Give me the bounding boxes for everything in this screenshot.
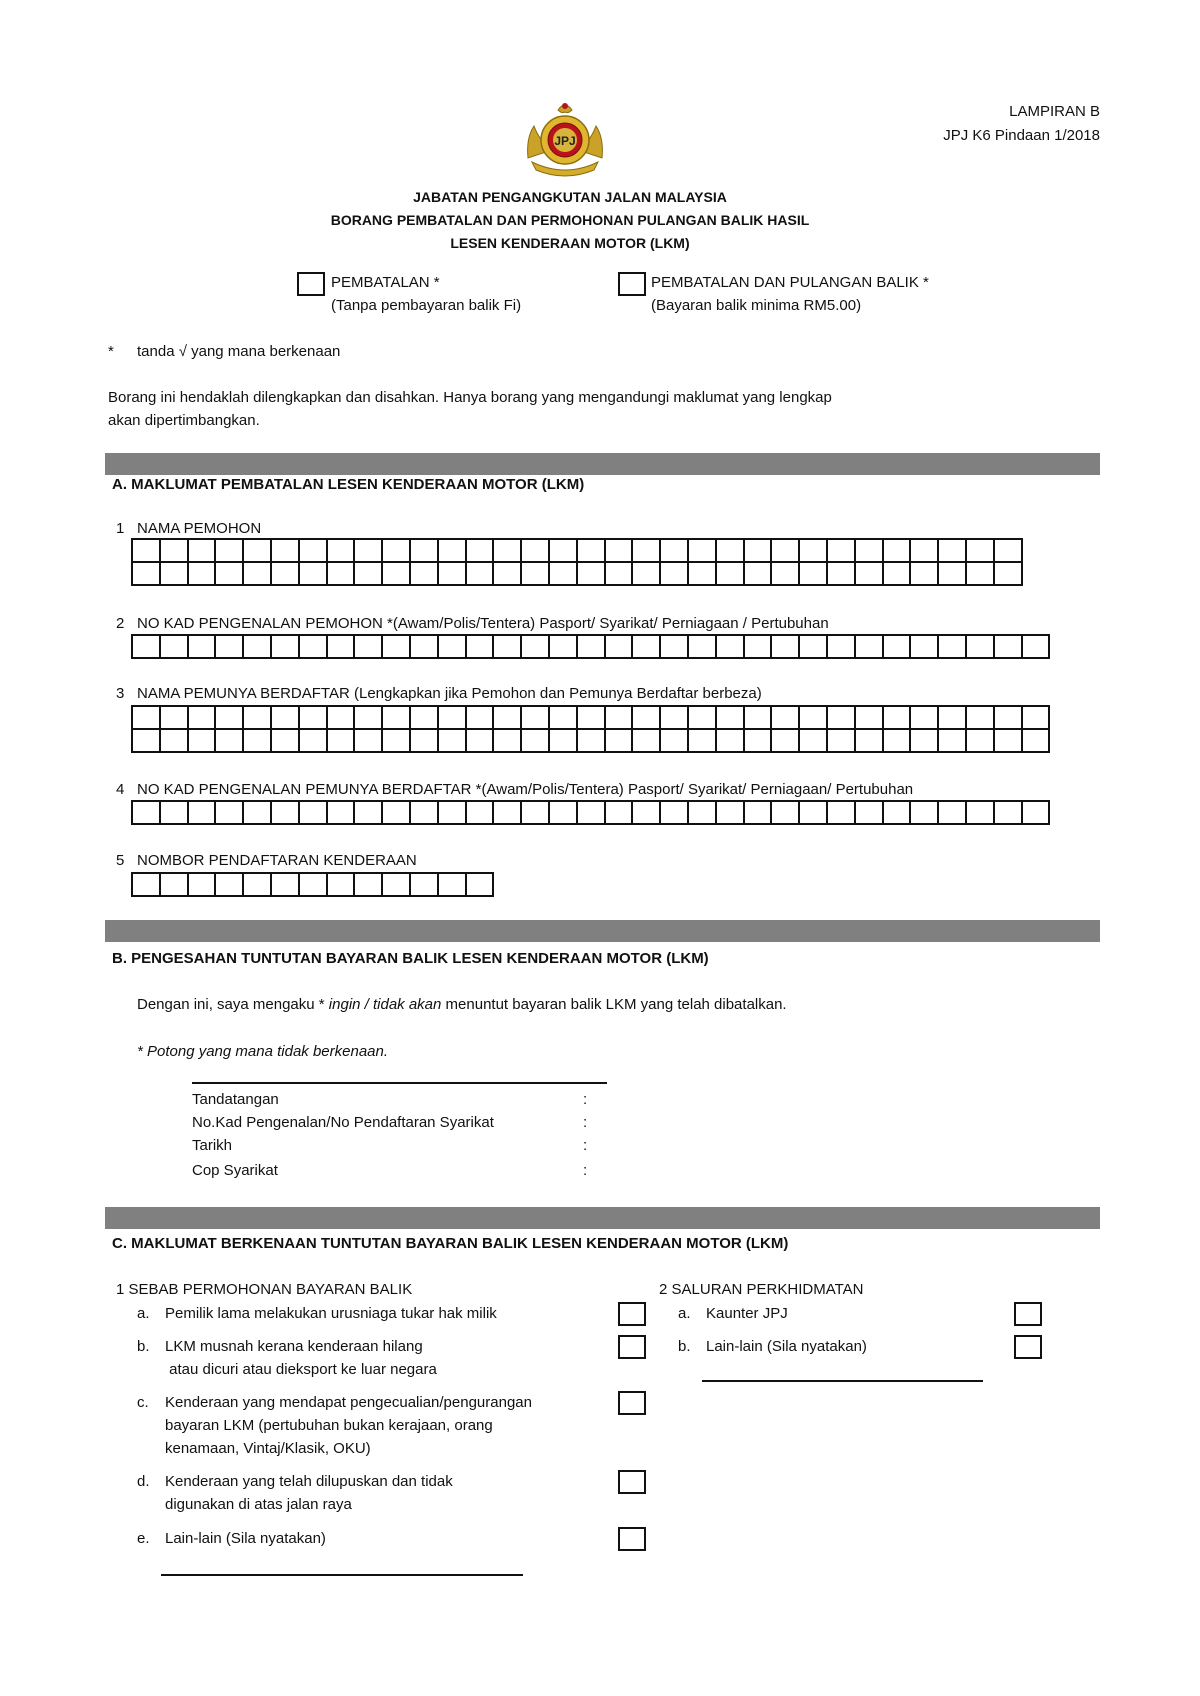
channels-heading: 2 SALURAN PERKHIDMATAN [659, 1281, 864, 1298]
char-box[interactable] [689, 636, 717, 659]
char-box[interactable] [439, 730, 467, 753]
char-box[interactable] [494, 802, 522, 825]
char-box[interactable] [272, 540, 300, 563]
char-box[interactable] [967, 636, 995, 659]
char-box[interactable] [911, 636, 939, 659]
char-box[interactable] [300, 636, 328, 659]
char-box[interactable] [800, 563, 828, 586]
char-box[interactable] [772, 730, 800, 753]
char-box[interactable] [328, 636, 356, 659]
char-box[interactable] [856, 636, 884, 659]
char-box[interactable] [133, 730, 161, 753]
char-box[interactable] [828, 802, 856, 825]
reason-b-checkbox[interactable] [618, 1335, 646, 1359]
section-b-title: B. PENGESAHAN TUNTUTAN BAYARAN BALIK LESEN KENDERAAN MOTOR (LKM) [112, 950, 709, 967]
char-box[interactable] [884, 707, 912, 730]
channel-a-label: Kaunter JPJ [706, 1305, 788, 1322]
svg-text:JPJ: JPJ [554, 134, 576, 148]
char-box[interactable] [411, 707, 439, 730]
char-box[interactable] [161, 636, 189, 659]
char-box[interactable] [272, 707, 300, 730]
sign-field-cop: Cop Syarikat [192, 1162, 278, 1179]
field-1-label: NAMA PEMOHON [137, 520, 262, 537]
reason-e-checkbox[interactable] [618, 1527, 646, 1551]
char-box[interactable] [467, 540, 495, 563]
char-box[interactable] [383, 540, 411, 563]
char-box[interactable] [467, 707, 495, 730]
char-box[interactable] [633, 730, 661, 753]
char-box[interactable] [328, 730, 356, 753]
char-box[interactable] [911, 540, 939, 563]
char-box[interactable] [772, 540, 800, 563]
char-box[interactable] [244, 563, 272, 586]
char-box[interactable] [300, 540, 328, 563]
channel-a-letter: a. [678, 1305, 691, 1322]
char-box[interactable] [216, 707, 244, 730]
reason-c-line-3: kenamaan, Vintaj/Klasik, OKU) [165, 1440, 371, 1457]
char-box[interactable] [745, 563, 773, 586]
char-box[interactable] [800, 540, 828, 563]
char-box[interactable] [745, 802, 773, 825]
reason-b-line-2: atau dicuri atau dieksport ke luar negara [165, 1361, 437, 1378]
char-box[interactable] [633, 802, 661, 825]
char-box[interactable] [995, 540, 1023, 563]
char-box[interactable] [439, 540, 467, 563]
char-box[interactable] [411, 563, 439, 586]
char-box[interactable] [800, 707, 828, 730]
char-box[interactable] [161, 874, 189, 897]
char-box[interactable] [689, 540, 717, 563]
char-box[interactable] [967, 802, 995, 825]
field-4-label: NO KAD PENGENALAN PEMUNYA BERDAFTAR *(Awam/Polis/Tentera) Pasport/ Syarikat/ Perniagaan/ Pertubuhan [137, 781, 914, 798]
sign-field-tandatangan: Tandatangan [192, 1091, 279, 1108]
char-box[interactable] [578, 707, 606, 730]
char-box[interactable] [411, 730, 439, 753]
char-box[interactable] [328, 563, 356, 586]
char-box[interactable] [216, 563, 244, 586]
reason-d-checkbox[interactable] [618, 1470, 646, 1494]
char-box[interactable] [828, 636, 856, 659]
char-box[interactable] [967, 730, 995, 753]
char-box[interactable] [467, 874, 495, 897]
channel-b-label: Lain-lain (Sila nyatakan) [706, 1338, 867, 1355]
char-box[interactable] [717, 636, 745, 659]
char-box[interactable] [355, 874, 383, 897]
char-box[interactable] [911, 730, 939, 753]
char-box[interactable] [300, 874, 328, 897]
char-box[interactable] [494, 636, 522, 659]
char-box[interactable] [1023, 802, 1051, 825]
char-box[interactable] [633, 563, 661, 586]
channel-a-checkbox[interactable] [1014, 1302, 1042, 1326]
char-box[interactable] [133, 707, 161, 730]
field-5-number: 5 [116, 852, 125, 869]
char-box[interactable] [272, 563, 300, 586]
char-box[interactable] [550, 730, 578, 753]
reason-e-letter: e. [137, 1530, 150, 1547]
char-box[interactable] [522, 540, 550, 563]
char-box[interactable] [244, 707, 272, 730]
char-box[interactable] [661, 730, 689, 753]
char-box[interactable] [550, 802, 578, 825]
char-box[interactable] [411, 540, 439, 563]
char-box[interactable] [355, 802, 383, 825]
char-box[interactable] [828, 707, 856, 730]
char-box[interactable] [1023, 730, 1051, 753]
char-box[interactable] [800, 802, 828, 825]
char-box[interactable] [995, 802, 1023, 825]
ic-pemohon-input[interactable] [131, 634, 1050, 659]
field-2-label: NO KAD PENGENALAN PEMOHON *(Awam/Polis/Tentera) Pasport/ Syarikat/ Perniagaan / Pertubuhan [137, 615, 829, 632]
char-box[interactable] [745, 540, 773, 563]
declaration-post: menuntut bayaran balik LKM yang telah dibatalkan. [441, 996, 787, 1013]
char-box[interactable] [189, 636, 217, 659]
char-box[interactable] [717, 730, 745, 753]
channel-b-letter: b. [678, 1338, 691, 1355]
char-box[interactable] [272, 636, 300, 659]
char-box[interactable] [856, 707, 884, 730]
char-box[interactable] [216, 730, 244, 753]
char-box[interactable] [300, 730, 328, 753]
channel-b-specify-line[interactable] [702, 1380, 983, 1382]
char-box[interactable] [661, 540, 689, 563]
char-box[interactable] [939, 636, 967, 659]
char-box[interactable] [355, 540, 383, 563]
char-box[interactable] [439, 636, 467, 659]
char-box[interactable] [355, 636, 383, 659]
char-box[interactable] [411, 874, 439, 897]
char-box[interactable] [300, 802, 328, 825]
char-box[interactable] [661, 636, 689, 659]
reason-d-letter: d. [137, 1473, 150, 1490]
char-box[interactable] [355, 563, 383, 586]
char-box[interactable] [161, 802, 189, 825]
char-box[interactable] [911, 802, 939, 825]
char-box[interactable] [133, 802, 161, 825]
char-box[interactable] [1023, 707, 1051, 730]
field-3-number: 3 [116, 685, 125, 702]
char-box[interactable] [494, 730, 522, 753]
char-box[interactable] [383, 563, 411, 586]
channel-b-checkbox[interactable] [1014, 1335, 1042, 1359]
char-box[interactable] [383, 874, 411, 897]
char-box[interactable] [494, 563, 522, 586]
char-box[interactable] [300, 707, 328, 730]
declaration-choice[interactable]: ingin / tidak akan [328, 996, 442, 1013]
char-box[interactable] [411, 636, 439, 659]
char-box[interactable] [717, 563, 745, 586]
pembatalan-label: PEMBATALAN * [331, 274, 440, 291]
char-box[interactable] [884, 540, 912, 563]
char-box[interactable] [411, 802, 439, 825]
char-box[interactable] [772, 802, 800, 825]
char-box[interactable] [661, 802, 689, 825]
reason-c-checkbox[interactable] [618, 1391, 646, 1415]
field-5-label: NOMBOR PENDAFTARAN KENDERAAN [137, 852, 417, 869]
char-box[interactable] [800, 730, 828, 753]
reason-c-line-1: Kenderaan yang mendapat pengecualian/pengurangan [165, 1394, 532, 1411]
sign-colon-3: : [583, 1137, 588, 1154]
char-box[interactable] [550, 563, 578, 586]
char-box[interactable] [439, 563, 467, 586]
char-box[interactable] [578, 540, 606, 563]
char-box[interactable] [522, 730, 550, 753]
char-box[interactable] [272, 802, 300, 825]
char-box[interactable] [161, 540, 189, 563]
nama-pemunya-input[interactable] [131, 705, 1050, 753]
char-box[interactable] [189, 563, 217, 586]
char-box[interactable] [578, 563, 606, 586]
char-box[interactable] [828, 540, 856, 563]
char-box[interactable] [216, 636, 244, 659]
char-box[interactable] [578, 636, 606, 659]
char-box[interactable] [244, 540, 272, 563]
char-box[interactable] [467, 636, 495, 659]
nombor-pendaftaran-input[interactable] [131, 872, 494, 897]
signature-line[interactable] [192, 1082, 607, 1084]
char-box[interactable] [578, 730, 606, 753]
char-box[interactable] [1023, 636, 1051, 659]
reason-b-letter: b. [137, 1338, 150, 1355]
char-box[interactable] [494, 707, 522, 730]
char-box[interactable] [244, 874, 272, 897]
section-c-bar [105, 1207, 1100, 1229]
char-box[interactable] [439, 802, 467, 825]
title-agency: JABATAN PENGANGKUTAN JALAN MALAYSIA [413, 189, 727, 205]
char-box[interactable] [189, 730, 217, 753]
char-box[interactable] [189, 874, 217, 897]
char-box[interactable] [216, 802, 244, 825]
char-box[interactable] [745, 707, 773, 730]
char-box[interactable] [133, 874, 161, 897]
char-box[interactable] [633, 707, 661, 730]
char-box[interactable] [244, 802, 272, 825]
char-box[interactable] [772, 563, 800, 586]
char-box[interactable] [328, 874, 356, 897]
char-box[interactable] [745, 730, 773, 753]
reason-c-letter: c. [137, 1394, 149, 1411]
title-form: BORANG PEMBATALAN DAN PERMOHONAN PULANGAN BALIK HASIL [330, 212, 810, 228]
char-box[interactable] [995, 707, 1023, 730]
char-box[interactable] [689, 802, 717, 825]
char-box[interactable] [995, 563, 1023, 586]
form-reference: JPJ K6 Pindaan 1/2018 [943, 127, 1100, 144]
char-box[interactable] [856, 802, 884, 825]
pembatalan-pulangan-sub: (Bayaran balik minima RM5.00) [651, 297, 862, 314]
sign-field-tarikh: Tarikh [192, 1137, 233, 1154]
lampiran-label: LAMPIRAN B [1009, 103, 1100, 120]
char-box[interactable] [161, 563, 189, 586]
char-box[interactable] [661, 707, 689, 730]
char-box[interactable] [328, 707, 356, 730]
reason-e-specify-line[interactable] [161, 1574, 523, 1576]
char-box[interactable] [606, 802, 634, 825]
char-box[interactable] [383, 707, 411, 730]
char-box[interactable] [606, 730, 634, 753]
char-box[interactable] [328, 802, 356, 825]
char-box[interactable] [884, 730, 912, 753]
char-box[interactable] [939, 730, 967, 753]
char-box[interactable] [606, 707, 634, 730]
char-box[interactable] [467, 802, 495, 825]
char-box[interactable] [606, 636, 634, 659]
char-box[interactable] [939, 563, 967, 586]
char-box[interactable] [522, 802, 550, 825]
char-box[interactable] [995, 730, 1023, 753]
char-box[interactable] [633, 636, 661, 659]
char-box[interactable] [717, 540, 745, 563]
char-box[interactable] [355, 730, 383, 753]
char-box[interactable] [467, 563, 495, 586]
char-box[interactable] [522, 707, 550, 730]
char-box[interactable] [467, 730, 495, 753]
char-box[interactable] [244, 636, 272, 659]
char-box[interactable] [133, 636, 161, 659]
char-box[interactable] [884, 636, 912, 659]
char-box[interactable] [884, 802, 912, 825]
char-box[interactable] [717, 802, 745, 825]
char-box[interactable] [911, 563, 939, 586]
char-box[interactable] [383, 730, 411, 753]
char-box[interactable] [661, 563, 689, 586]
declaration-text [137, 996, 787, 1013]
char-box[interactable] [161, 707, 189, 730]
char-box[interactable] [272, 874, 300, 897]
pembatalan-pulangan-label: PEMBATALAN DAN PULANGAN BALIK * [651, 274, 929, 291]
char-box[interactable] [439, 707, 467, 730]
char-box[interactable] [383, 636, 411, 659]
char-box[interactable] [745, 636, 773, 659]
char-box[interactable] [828, 730, 856, 753]
char-box[interactable] [884, 563, 912, 586]
char-box[interactable] [244, 730, 272, 753]
char-box[interactable] [689, 563, 717, 586]
section-a-bar [105, 453, 1100, 475]
char-box[interactable] [939, 707, 967, 730]
char-box[interactable] [216, 874, 244, 897]
char-box[interactable] [189, 802, 217, 825]
sign-field-ic: No.Kad Pengenalan/No Pendaftaran Syarikat [192, 1114, 494, 1131]
reason-c-line-2: bayaran LKM (pertubuhan bukan kerajaan, orang [165, 1417, 493, 1434]
reason-d-line-1: Kenderaan yang telah dilupuskan dan tidak [165, 1473, 453, 1490]
char-box[interactable] [189, 707, 217, 730]
char-box[interactable] [967, 540, 995, 563]
sign-colon-4: : [583, 1162, 588, 1179]
instruction-line-1: Borang ini hendaklah dilengkapkan dan disahkan. Hanya borang yang mengandungi maklumat yang lengkap [108, 389, 832, 406]
pembatalan-checkbox[interactable] [297, 272, 325, 296]
char-box[interactable] [911, 707, 939, 730]
field-2-number: 2 [116, 615, 125, 632]
char-box[interactable] [856, 730, 884, 753]
sign-colon-1: : [583, 1091, 588, 1108]
reason-a-letter: a. [137, 1305, 150, 1322]
char-box[interactable] [216, 540, 244, 563]
char-box[interactable] [439, 874, 467, 897]
char-box[interactable] [300, 563, 328, 586]
char-box[interactable] [550, 707, 578, 730]
char-box[interactable] [828, 563, 856, 586]
title-licence: LESEN KENDERAAN MOTOR (LKM) [450, 235, 690, 251]
char-box[interactable] [550, 636, 578, 659]
char-box[interactable] [133, 540, 161, 563]
char-box[interactable] [689, 730, 717, 753]
section-c-title: C. MAKLUMAT BERKENAAN TUNTUTAN BAYARAN BALIK LESEN KENDERAAN MOTOR (LKM) [112, 1235, 789, 1252]
note-star: * [108, 343, 114, 360]
section-a-title: A. MAKLUMAT PEMBATALAN LESEN KENDERAAN MOTOR (LKM) [112, 476, 585, 493]
note-text: tanda √ yang mana berkenaan [137, 343, 341, 360]
char-box[interactable] [633, 540, 661, 563]
reason-a-text: Pemilik lama melakukan urusniaga tukar hak milik [165, 1305, 497, 1322]
char-box[interactable] [355, 707, 383, 730]
char-box[interactable] [967, 707, 995, 730]
reason-a-checkbox[interactable] [618, 1302, 646, 1326]
char-box[interactable] [689, 707, 717, 730]
sign-colon-2: : [583, 1114, 588, 1131]
reason-d-line-2: digunakan di atas jalan raya [165, 1496, 352, 1513]
strike-note: * Potong yang mana tidak berkenaan. [137, 1043, 389, 1060]
char-box[interactable] [772, 707, 800, 730]
jpj-logo-icon [522, 98, 608, 180]
field-1-number: 1 [116, 520, 125, 537]
nama-pemohon-input[interactable] [131, 538, 1023, 586]
char-box[interactable] [133, 563, 161, 586]
char-box[interactable] [606, 540, 634, 563]
char-box[interactable] [856, 563, 884, 586]
char-box[interactable] [272, 730, 300, 753]
char-box[interactable] [939, 540, 967, 563]
char-box[interactable] [856, 540, 884, 563]
char-box[interactable] [522, 563, 550, 586]
char-box[interactable] [772, 636, 800, 659]
char-box[interactable] [967, 563, 995, 586]
char-box[interactable] [383, 802, 411, 825]
reason-b-line-1: LKM musnah kerana kenderaan hilang [165, 1338, 423, 1355]
char-box[interactable] [522, 636, 550, 659]
pembatalan-pulangan-checkbox[interactable] [618, 272, 646, 296]
char-box[interactable] [161, 730, 189, 753]
char-box[interactable] [494, 540, 522, 563]
ic-pemunya-input[interactable] [131, 800, 1050, 825]
field-3-label: NAMA PEMUNYA BERDAFTAR (Lengkapkan jika Pemohon dan Pemunya Berdaftar berbeza) [137, 685, 762, 702]
char-box[interactable] [606, 563, 634, 586]
instruction-line-2: akan dipertimbangkan. [108, 412, 260, 429]
char-box[interactable] [578, 802, 606, 825]
char-box[interactable] [717, 707, 745, 730]
reasons-heading: 1 SEBAB PERMOHONAN BAYARAN BALIK [116, 1281, 413, 1298]
reason-e-text: Lain-lain (Sila nyatakan) [165, 1530, 326, 1547]
char-box[interactable] [550, 540, 578, 563]
declaration-pre: Dengan ini, saya mengaku * [137, 996, 329, 1013]
field-4-number: 4 [116, 781, 125, 798]
char-box[interactable] [328, 540, 356, 563]
char-box[interactable] [939, 802, 967, 825]
char-box[interactable] [800, 636, 828, 659]
section-b-bar [105, 920, 1100, 942]
char-box[interactable] [189, 540, 217, 563]
char-box[interactable] [995, 636, 1023, 659]
pembatalan-sub: (Tanpa pembayaran balik Fi) [331, 297, 522, 314]
